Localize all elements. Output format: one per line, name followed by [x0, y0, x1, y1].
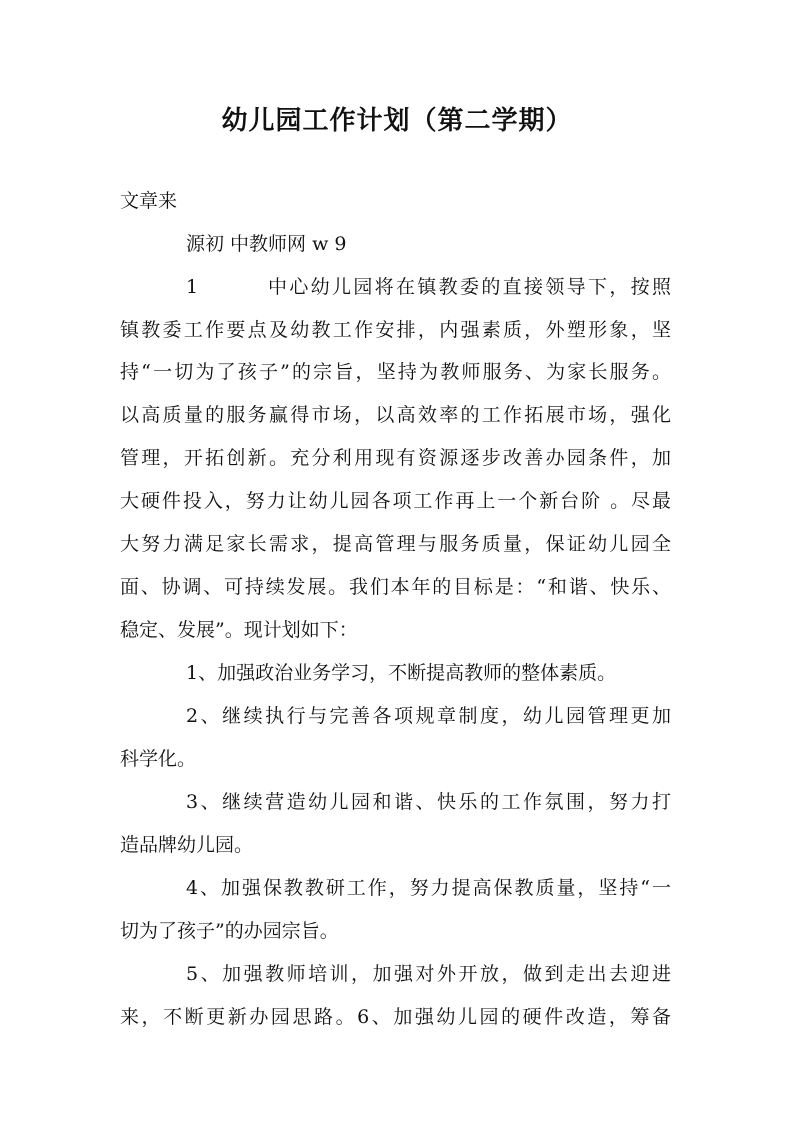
paragraph-line: 稳定、发展”。现计划如下：	[120, 619, 358, 641]
paragraph-line: 管理，开拓创新。充分利用现有资源逐步改善办园条件，加	[120, 447, 671, 469]
document-title: 幼儿园工作计划（第二学期）	[221, 106, 573, 136]
paragraph-line: 大硬件投入，努力让幼儿园各项工作再上一个新台阶 。尽最	[120, 490, 671, 512]
list-item-continuation: 来，不断更新办园思路。6、加强幼儿园的硬件改造，筹备	[120, 1006, 671, 1028]
list-item: 5、加强教师培训，加强对外开放，做到走出去迎进	[186, 963, 671, 985]
list-item: 4、加强保教教研工作，努力提高保教质量，坚持“一	[186, 877, 671, 899]
list-item-continuation: 切为了孩子”的办园宗旨。	[120, 920, 339, 942]
list-item: 2、继续执行与完善各项规章制度，幼儿园管理更加	[186, 705, 671, 727]
source-line: 源初 中教师网 w 9	[186, 233, 347, 255]
paragraph-line: 镇教委工作要点及幼教工作安排，内强素质，外塑形象，坚	[120, 319, 671, 341]
list-item: 1、加强政治业务学习，不断提高教师的整体素质。	[186, 662, 617, 684]
list-item-continuation: 造品牌幼儿园。	[120, 834, 254, 856]
paragraph-number: 1	[186, 276, 199, 298]
list-item-continuation: 科学化。	[120, 748, 197, 770]
paragraph-line: 中心幼儿园将在镇教委的直接领导下，按照	[268, 276, 671, 298]
paragraph-line: 面、协调、可持续发展。我们本年的目标是：“和谐、快乐、	[120, 576, 671, 598]
paragraph-line: 持“一切为了孩子”的宗旨，坚持为教师服务、为家长服务。	[120, 361, 671, 383]
source-label: 文章来	[120, 190, 178, 212]
paragraph-line: 以高质量的服务赢得市场，以高效率的工作拓展市场，强化	[120, 404, 671, 426]
list-item: 3、继续营造幼儿园和谐、快乐的工作氛围，努力打	[186, 791, 671, 813]
paragraph-line: 大努力满足家长需求，提高管理与服务质量，保证幼儿园全	[120, 533, 671, 555]
